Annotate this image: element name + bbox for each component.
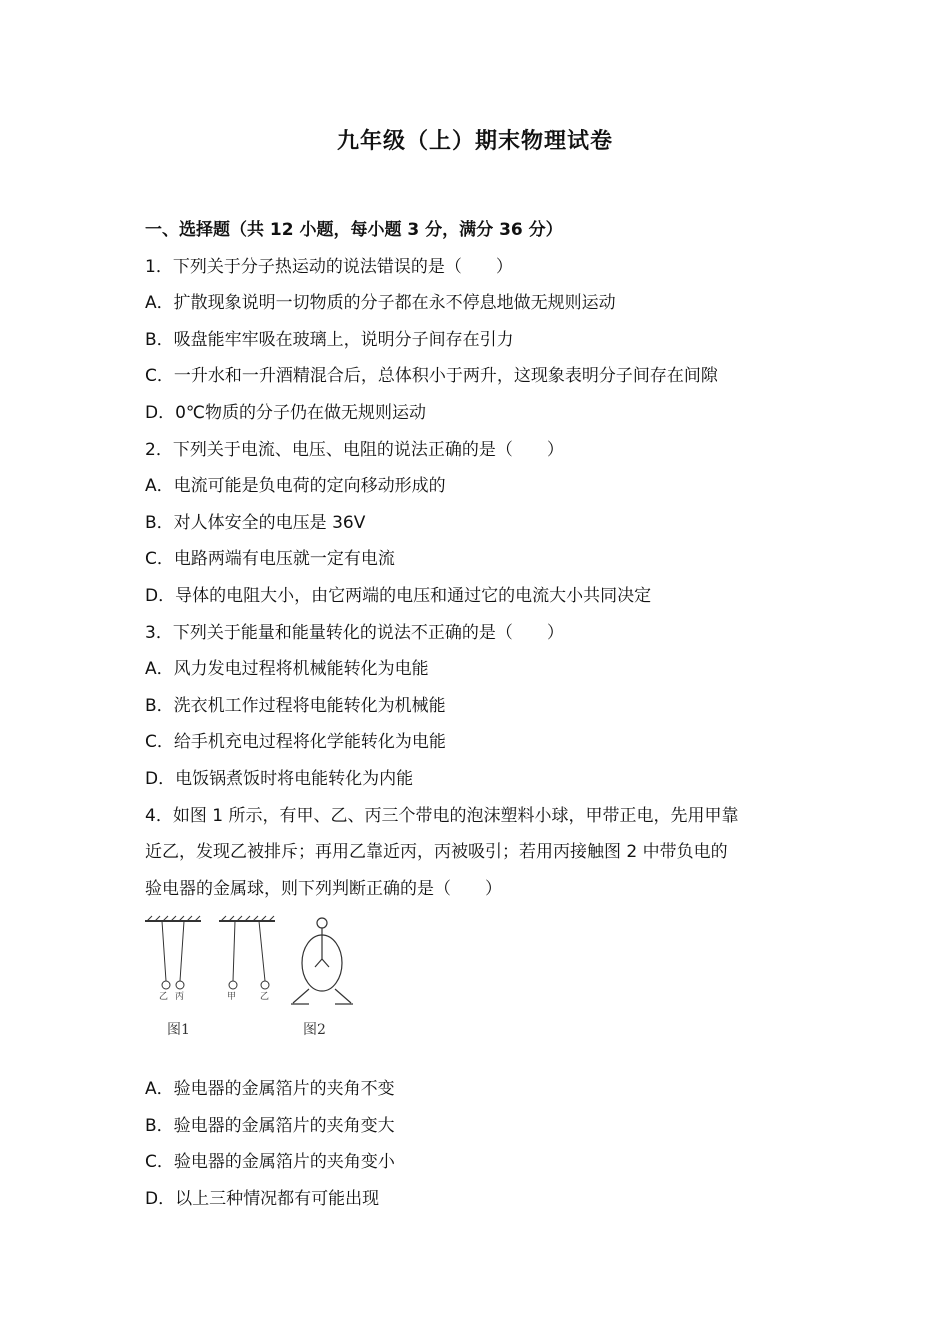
option-a: A．扩散现象说明一切物质的分子都在永不停息地做无规则运动 [145,293,616,314]
option-d: D．电饭锅煮饭时将电能转化为内能 [145,768,414,789]
option-b: B．对人体安全的电压是 36V [145,512,366,533]
question-3 [145,615,825,798]
figure-1-pendulums [145,916,201,989]
question-stem: 验电器的金属球，则下列判断正确的是（ ） [145,878,502,899]
option-d: D．导体的电阻大小，由它两端的电压和通过它的电流大小共同决定 [145,585,652,606]
option-b: B．吸盘能牢牢吸在玻璃上，说明分子间存在引力 [145,329,514,350]
ball-label: 丙 [175,992,185,1003]
question-2 [145,432,825,615]
option-b: B．验电器的金属箔片的夹角变大 [145,1115,395,1136]
option-a: A．验电器的金属箔片的夹角不变 [145,1079,395,1100]
exam-content [145,212,825,1218]
ball-label: 乙 [159,992,169,1003]
option-c: C．验电器的金属箔片的夹角变小 [145,1152,395,1173]
option-a: A．电流可能是负电荷的定向移动形成的 [145,476,446,497]
option-c: C．电路两端有电压就一定有电流 [145,549,395,570]
question-stem: 3．下列关于能量和能量转化的说法不正确的是（ ） [145,622,564,643]
option-d: D．0℃物质的分子仍在做无规则运动 [145,402,426,423]
question-4 [145,798,825,1218]
figure-1-pendulums-b [219,916,275,989]
ball-label: 乙 [260,992,270,1003]
section-heading: 一、选择题（共 12 小题，每小题 3 分，满分 36 分） [145,220,563,240]
option-c: C．给手机充电过程将化学能转化为电能 [145,732,446,753]
page-title: 九年级（上）期末物理试卷 [336,129,613,154]
question-stem: 4．如图 1 所示，有甲、乙、丙三个带电的泡沫塑料小球，甲带正电，先用甲靠 [145,805,739,826]
option-a: A．风力发电过程将机械能转化为电能 [145,659,429,680]
question-stem: 2．下列关于电流、电压、电阻的说法正确的是（ ） [145,439,564,460]
figure-drawing [145,911,375,1021]
question-figure [145,911,375,1061]
option-b: B．洗衣机工作过程将电能转化为机械能 [145,695,446,716]
option-d: D．以上三种情况都有可能出现 [145,1189,380,1210]
electroscope-icon [291,918,353,1004]
option-c: C．一升水和一升酒精混合后，总体积小于两升，这现象表明分子间存在间隙 [145,366,718,387]
question-stem: 1．下列关于分子热运动的说法错误的是（ ） [145,256,513,277]
figure-1-caption: 图1 [167,1022,190,1039]
figure-2-caption: 图2 [303,1022,326,1039]
question-stem: 近乙，发现乙被排斥；再用乙靠近丙，丙被吸引；若用丙接触图 2 中带负电的 [145,842,728,863]
question-1 [145,249,825,432]
ball-label: 甲 [227,992,237,1003]
